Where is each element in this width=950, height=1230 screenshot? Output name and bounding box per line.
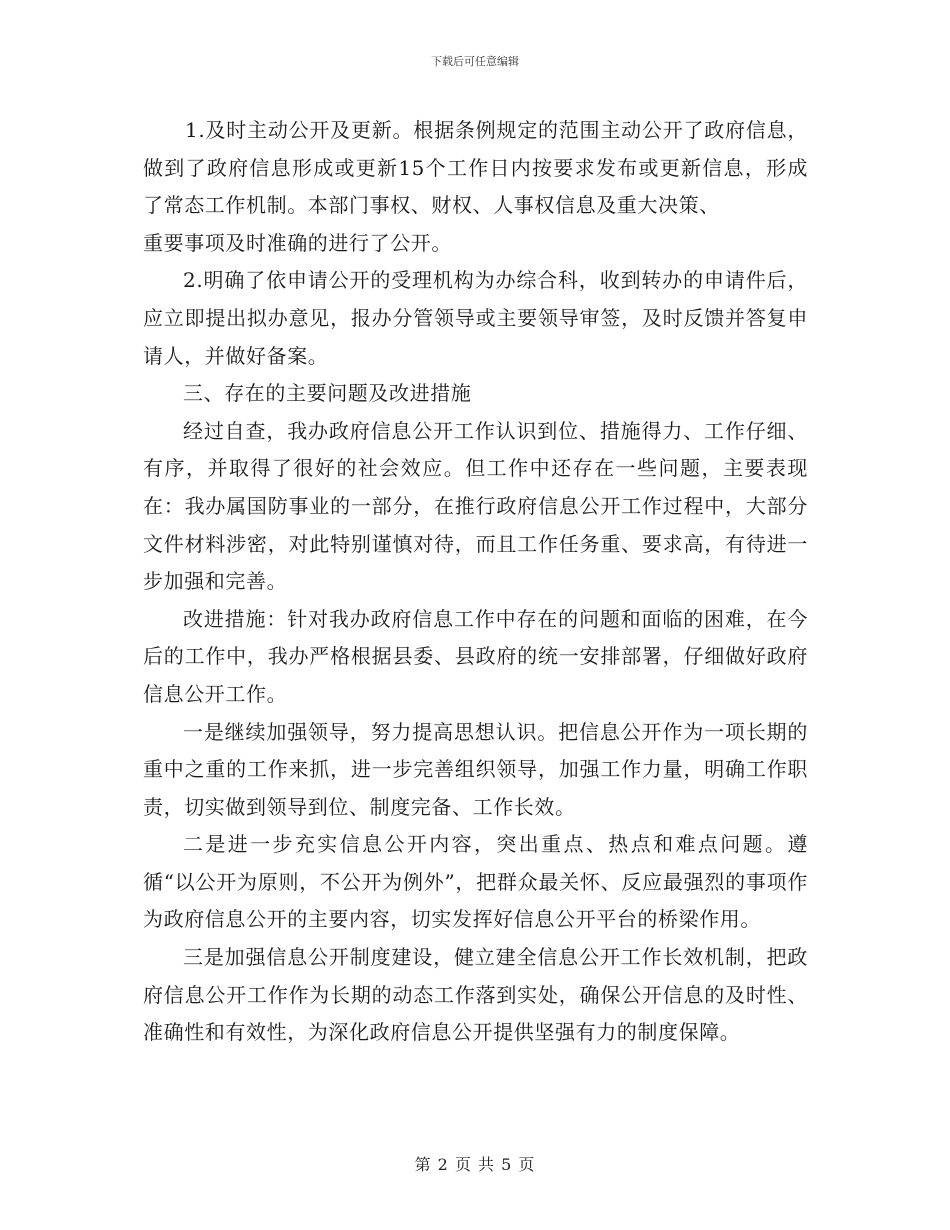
- header-note: 下载后可任意编辑: [431, 55, 519, 68]
- paragraph-self-check: 经过自查，我办政府信息公开工作认识到位、措施得力、工作仔细、有序，并取得了很好的社会效应。但工作中还存在一些问题，主要表现在：我办属国防事业的一部分，在推行政府信息公开工作过程中，大部分文件材料涉密，对此特别谨慎对待，而且工作任务重、要求高，有待进一步加强和完善。: [143, 418, 808, 594]
- paragraph-improvement: 改进措施：针对我办政府信息工作中存在的问题和面临的困难，在今后的工作中，我办严格根据县委、县政府的统一安排部署，仔细做好政府信息公开工作。: [143, 606, 808, 706]
- section-heading: 三、存在的主要问题及改进措施: [183, 381, 472, 406]
- paragraph-item-2: 2.明确了依申请公开的受理机构为办综合科，收到转办的申请件后，应立即提出拟办意见，报办分管领导或主要领导审签，及时反馈并答复申请人，并做好备案。: [143, 268, 808, 368]
- paragraph-measure-1: 一是继续加强领导，努力提高思想认识。把信息公开作为一项长期的重中之重的工作来抓，进一步完善组织领导，加强工作力量，明确工作职责，切实做到领导到位、制度完备、工作长效。: [143, 719, 808, 819]
- paragraph-measure-3: 三是加强信息公开制度建设，健立建全信息公开工作长效机制，把政府信息公开工作作为长期的动态工作落到实处，确保公开信息的及时性、准确性和有效性，为深化政府信息公开提供坚强有力的制度保障。: [143, 945, 808, 1045]
- document-body: [143, 112, 808, 1052]
- paragraph-measure-2: 二是进一步充实信息公开内容，突出重点、热点和难点问题。遵循“以公开为原则，不公开为例外”，把群众最关怀、反应最强烈的事项作为政府信息公开的主要内容，切实发挥好信息公开平台的桥梁作用。: [143, 832, 808, 932]
- page-number: 第 2 页 共 5 页: [414, 1155, 536, 1174]
- paragraph-item-1: 1.及时主动公开及更新。根据条例规定的范围主动公开了政府信息，做到了政府信息形成或更新15个工作日内按要求发布或更新信息，形成了常态工作机制。本部门事权、财权、人事权信息及重大决策、 重要事项及时准确的进行了公开。: [143, 118, 808, 255]
